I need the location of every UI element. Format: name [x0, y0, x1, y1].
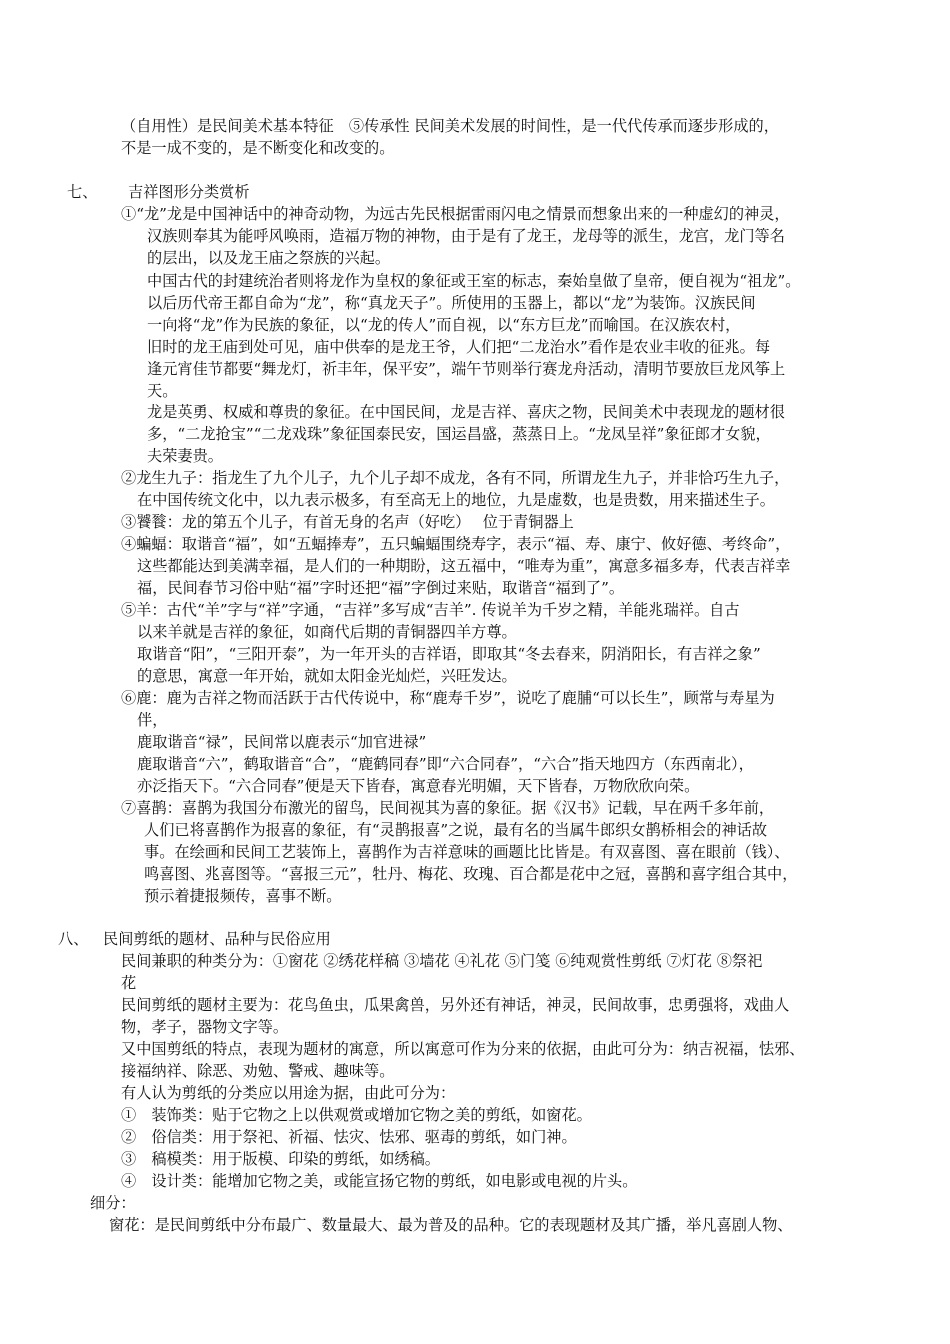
sheep-line: 以来羊就是吉祥的象征，如商代后期的青铜器四羊方尊。	[137, 623, 517, 641]
bat-line: ④蝙蝠：取谐音“福”，如“五蝠捧寿”，五只蝙蝠围绕寿字，表示“福、寿、康宁、攸好德、考终命”，	[121, 535, 791, 553]
section-8-number: 八、	[58, 930, 89, 948]
nine-sons-line: 在中国传统文化中，以九表示极多，有至高无上的地位，九是虚数，也是贵数，用来描述生子。	[137, 491, 775, 509]
dragon-line: ①“龙”龙是中国神话中的神奇动物，为远古先民根据雷雨闪电之情景而想象出来的一种虚幻的神灵，	[121, 205, 790, 223]
detail-label: 细分：	[90, 1194, 136, 1212]
deer-line: 鹿取谐音“六”，鹤取谐音“合”，“鹿鹤同春”即“六合同春”，“六合”指天地四方（东西南北），	[137, 755, 754, 773]
usage-item: ② 俗信类：用于祭祀、祈福、怯灾、怯邪、驱毒的剪纸，如门神。	[121, 1128, 577, 1146]
dragon-line: 逢元宵佳节都要“舞龙灯，祈丰年，保平安”，端午节则举行赛龙舟活动，清明节要放巨龙风筝上	[147, 360, 786, 378]
bat-line: 福，民间春节习俗中贴“福”字时还把“福”字倒过来贴，取谐音“福到了”。	[137, 579, 625, 597]
usage-item: ③ 稿模类：用于版模、印染的剪纸，如绣稿。	[121, 1150, 440, 1168]
dragon-line: 旧时的龙王庙到处可见，庙中供奉的是龙王爷，人们把“二龙治水”看作是农业丰收的征兆。每	[147, 338, 771, 356]
magpie-line: 人们已将喜鹊作为报喜的象征，有“灵鹊报喜”之说，最有名的当属牛郎织女鹊桥相会的神话故	[144, 821, 768, 839]
sheep-line: ⑤羊：古代“羊”字与“祥”字通，“吉祥”多写成“吉羊”. 传说羊为千岁之精，羊能兆瑞祥。自古	[121, 601, 740, 619]
dragon-line: 一向将“龙”作为民族的象征，以“龙的传人”而自视，以“东方巨龙”而喻国。在汉族农村，	[147, 316, 741, 334]
nine-sons-line: ②龙生九子：指龙生了九个儿子，九个儿子却不成龙，各有不同，所谓龙生九子，并非恰巧生九子，	[121, 469, 790, 487]
paper-cut-types-line: 花	[121, 974, 137, 992]
deer-line: ⑥鹿：鹿为吉祥之物而活跃于古代传说中，称“鹿寿千岁”，说吃了鹿脯“可以长生”，顾常与寿星为	[121, 689, 775, 707]
dragon-line: 的层出，以及龙王庙之祭族的兴起。	[147, 249, 390, 267]
intro-line-1: （自用性）是民间美术基本特征 ⑤传承性 民间美术发展的时间性，是一代代传承而逐步形成的，	[121, 117, 779, 135]
usage-item: ① 装饰类：贴于它物之上以供观赏或增加它物之美的剪纸，如窗花。	[121, 1106, 592, 1124]
dragon-line: 以后历代帝王都自命为“龙”，称“真龙天子”。所使用的玉器上，都以“龙”为装饰。汉族民间	[147, 294, 756, 312]
deer-line: 伴，	[137, 711, 168, 729]
paper-cut-features-line: 又中国剪纸的特点，表现为题材的寓意，所以寓意可作为分来的依据，由此可分为：纳吉祝福，怯邪、	[121, 1040, 805, 1058]
magpie-line: 预示着捷报频传，喜事不断。	[144, 887, 342, 905]
paper-cut-features-line: 接福纳祥、除恶、劝勉、警戒、趣味等。	[121, 1062, 395, 1080]
magpie-line: ⑦喜鹊：喜鹊为我国分布激光的留鸟，民间视其为喜的象征。据《汉书》记载，早在两千多年前，	[121, 799, 775, 817]
section-8-title: 民间剪纸的题材、品种与民俗应用	[103, 930, 331, 948]
paper-cut-subjects-line: 物，孝子，器物文字等。	[121, 1018, 289, 1036]
deer-line: 鹿取谐音“禄”，民间常以鹿表示“加官进禄”	[137, 733, 427, 751]
usage-intro: 有人认为剪纸的分类应以用途为据，由此可分为：	[121, 1084, 456, 1102]
bat-line: 这些都能达到美满幸福，是人们的一种期盼，这五福中，“唯寿为重”，寓意多福多寿，代表吉祥幸	[137, 557, 791, 575]
usage-item: ④ 设计类：能增加它物之美，或能宣扬它物的剪纸，如电影或电视的片头。	[121, 1172, 638, 1190]
magpie-line: 鸣喜图、兆喜图等。“喜报三元”，牡丹、梅花、玫瑰、百合都是花中之冠，喜鹊和喜字组合其中，	[144, 865, 798, 883]
paper-cut-types-line: 民间兼职的种类分为：①窗花 ②绣花样稿 ③墙花 ④礼花 ⑤门笺 ⑥纯观赏性剪纸 ⑦灯花 ⑧祭祀	[121, 952, 763, 970]
sheep-line: 的意思，寓意一年开始，就如太阳金光灿烂，兴旺发达。	[137, 667, 517, 685]
section-7-title: 吉祥图形分类赏析	[128, 183, 250, 201]
sheep-line: 取谐音“阳”，“三阳开泰”，为一年开头的吉祥语，即取其“冬去春来，阴消阳长，有吉祥之象”	[137, 645, 761, 663]
section-7-number: 七、	[67, 183, 98, 201]
dragon-line: 龙是英勇、权威和尊贵的象征。在中国民间，龙是吉祥、喜庆之物，民间美术中表现龙的题材很	[147, 403, 785, 421]
deer-line: 亦泛指天下。“六合同春”便是天下皆春，寓意春光明媚，天下皆春，万物欣欣向荣。	[137, 777, 700, 795]
magpie-line: 事。在绘画和民间工艺装饰上，喜鹊作为吉祥意味的画题比比皆是。有双喜图、喜在眼前（钱）、	[144, 843, 790, 861]
dragon-line: 夫荣妻贵。	[147, 447, 223, 465]
taotie-line: ③饕餮：龙的第五个儿子，有首无身的名声（好吃） 位于青铜器上	[121, 513, 574, 531]
window-flower-line: 窗花：是民间剪纸中分布最广、数量最大、最为普及的品种。它的表现题材及其广播，举凡喜剧人物、	[109, 1216, 793, 1234]
dragon-line: 中国古代的封建统治者则将龙作为皇权的象征或王室的标志，秦始皇做了皇帝，便自视为“祖龙”。	[147, 272, 801, 290]
paper-cut-subjects-line: 民间剪纸的题材主要为：花鸟鱼虫，瓜果禽兽，另外还有神话，神灵，民间故事，忠勇强将，戏曲人	[121, 996, 790, 1014]
dragon-line: 天。	[147, 382, 178, 400]
dragon-line: 多，“二龙抢宝”“二龙戏珠”象征国泰民安，国运昌盛，蒸蒸日上。“龙凤呈祥”象征郎才女貌，	[147, 425, 771, 443]
intro-line-2: 不是一成不变的，是不断变化和改变的。	[121, 139, 395, 157]
dragon-line: 汉族则奉其为能呼风唤雨，造福万物的神物，由于是有了龙王，龙母等的派生，龙宫，龙门等名	[147, 227, 785, 245]
